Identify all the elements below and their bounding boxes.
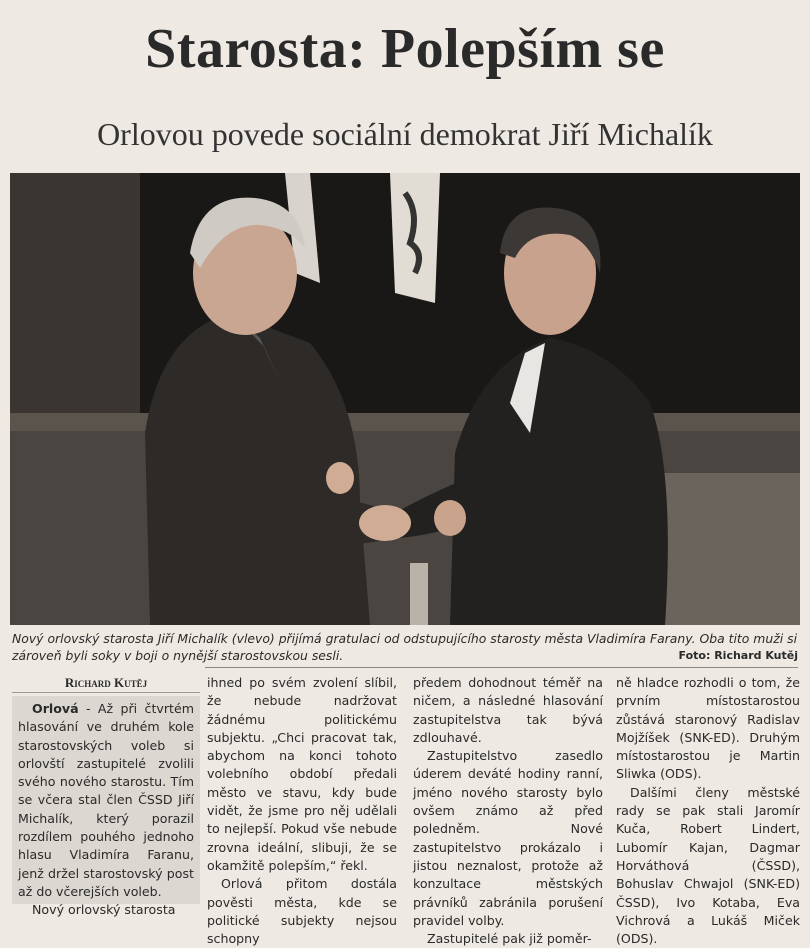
subheadline: Orlovou povede sociální demokrat Jiří Michalík — [97, 116, 713, 152]
dateline: Orlová — [32, 701, 79, 716]
column-1 — [18, 700, 194, 918]
divider — [205, 667, 798, 668]
paragraph: ně hladce rozhodli o tom, že prvním místostarostou zůstává staronový Radislav Mojžíšek (SNK-ED). Druhým místostarostou je Martin Sliwka (ODS). — [616, 675, 800, 782]
column-4 — [616, 674, 800, 947]
byline-divider — [12, 692, 200, 693]
paragraph: Zastupitelé pak již poměr- — [427, 931, 592, 947]
column-2 — [207, 674, 397, 947]
byline: Richard Kutěj — [64, 675, 148, 690]
paragraph: Zastupitelstvo zasedlo úderem deváté hodiny ranní, jméno nového starosty bylo ovšem známo až před poledněm. Nové zastupitelstvo prokázalo i jistou neznalost, protože až konzultace městských právníků zabránila porušení pravidel volby. — [413, 748, 603, 928]
headline: Starosta: Polepším se — [145, 18, 665, 80]
news-photo — [10, 173, 800, 625]
paragraph: Orlová přitom dostála pověsti města, kde se politické subjekty nejsou schopny — [207, 876, 397, 947]
paragraph: předem dohodnout téměř na ničem, a následné hlasování zastupitelstva tak bývá zdlouhavé. — [413, 675, 603, 745]
paragraph: - Až při čtvrtém hlasování ve druhém kole starostovských voleb si orlovští zastupitelé zvolili svého nového starostu. Tím se včera stal člen ČSSD Jiří Michalík, který porazil rozdílem pouhého jednoho hlasu Vladimíra Faranu, jenž držel starostovský post až do včerejších voleb. — [18, 701, 194, 899]
photo-illustration — [10, 173, 800, 625]
column-3 — [413, 674, 603, 947]
paragraph: ihned po svém zvolení slíbil, že nebude nadržovat žádnému politickému subjektu. „Chci pracovat tak, abychom na konci tohoto volebního období předali město ve stavu, kdy bude vidět, že jsme pro něj udělali to nejlepší. Pokud vše nebude zrovna ideální, slibuji, že se okamžitě polepším,“ řekl. — [207, 675, 397, 873]
photo-caption: Nový orlovský starosta Jiří Michalík (vlevo) přijímá gratulaci od odstupujícího starosty města Vladimíra Farany. Oba tito muži si zároveň byli soky v boji o nynější starostovskou sesli. — [12, 631, 798, 663]
paragraph: Nový orlovský starosta — [32, 902, 176, 918]
paragraph: Dalšími členy městské rady se pak stali Jaromír Kuča, Robert Lindert, Lubomír Kajan, Dagmar Horváthová (ČSSD), Bohuslav Chwajol (SNK-ED) ČSSD), Ivo Kotaba, Eva Vichrová a Lukáš Miček (ODS). — [616, 784, 800, 947]
photo-credit: Foto: Richard Kutěj — [678, 649, 798, 662]
